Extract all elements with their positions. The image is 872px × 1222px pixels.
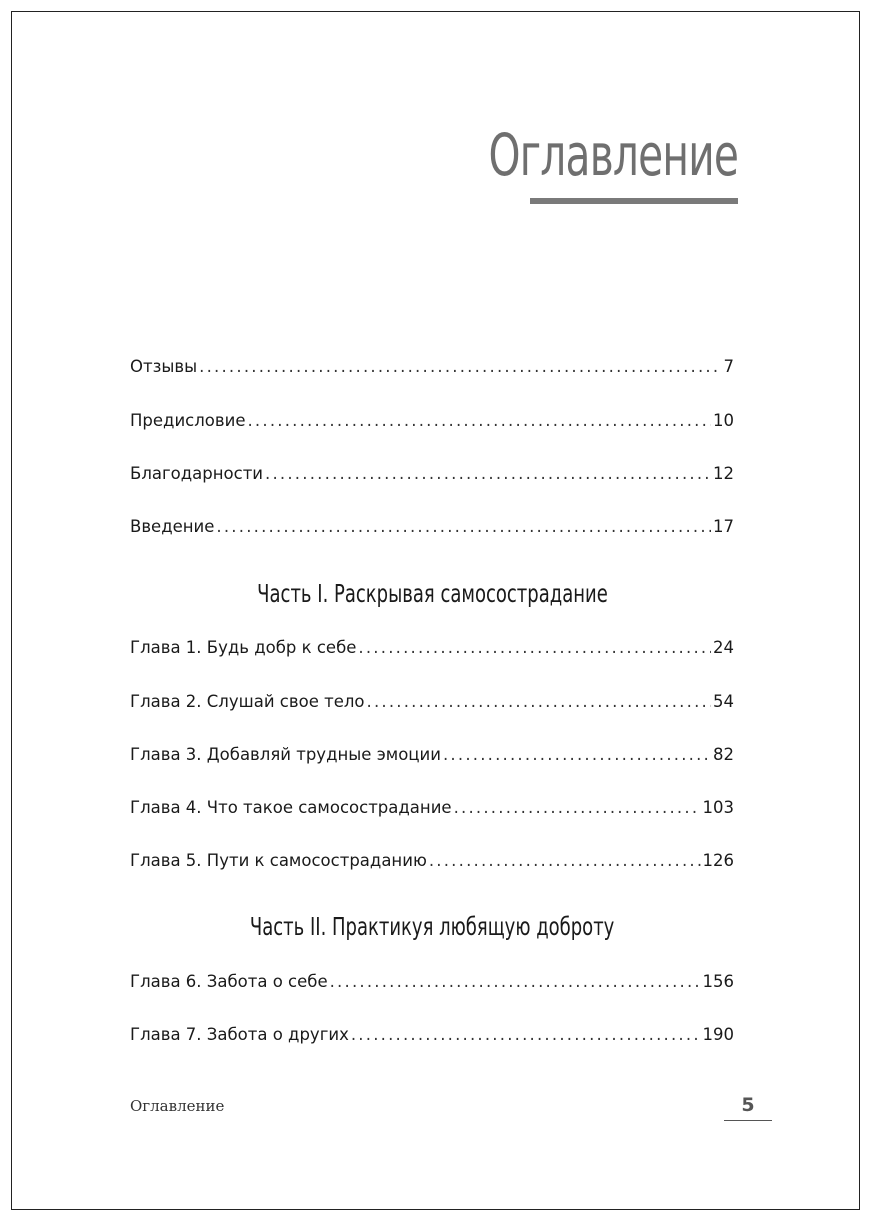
dot-leader xyxy=(454,798,701,817)
toc-entry-label: Глава 2. Слушай свое тело xyxy=(130,692,365,711)
toc-entry-chapter-7[interactable] xyxy=(130,1025,734,1049)
dot-leader xyxy=(429,851,701,870)
dot-leader xyxy=(330,972,701,991)
toc-entry-label: Глава 6. Забота о себе xyxy=(130,972,328,991)
part-title-text: Часть I. Раскрывая самосострадание xyxy=(256,579,608,608)
dot-leader xyxy=(199,357,721,376)
toc-entry-page: 10 xyxy=(713,411,734,430)
toc-entry-label: Глава 4. Что такое самосострадание xyxy=(130,798,452,817)
part-title-text: Часть II. Практикуя любящую доброту xyxy=(249,912,615,941)
dot-leader xyxy=(358,638,711,657)
toc-entry-chapter-1[interactable] xyxy=(130,638,734,662)
toc-entry-page: 54 xyxy=(713,692,734,711)
toc-entry-foreword[interactable] xyxy=(130,411,734,435)
toc-entry-label: Глава 5. Пути к самосостраданию xyxy=(130,851,427,870)
toc-entry-chapter-2[interactable] xyxy=(130,692,734,716)
title-underline xyxy=(530,198,738,204)
toc-entry-chapter-4[interactable] xyxy=(130,798,734,822)
toc-entry-page: 156 xyxy=(702,972,734,991)
toc-entry-chapter-5[interactable] xyxy=(130,851,734,875)
toc-entry-page: 24 xyxy=(713,638,734,657)
toc-entry-chapter-6[interactable] xyxy=(130,972,734,996)
toc-entry-page: 190 xyxy=(702,1025,734,1044)
toc-entry-page: 126 xyxy=(702,851,734,870)
toc-entry-label: Введение xyxy=(130,517,215,536)
toc-entry-chapter-3[interactable] xyxy=(130,745,734,769)
dot-leader xyxy=(247,411,711,430)
toc-entry-page: 17 xyxy=(713,517,734,536)
toc-entry-page: 7 xyxy=(723,357,734,376)
part-title-2[interactable] xyxy=(130,911,734,943)
toc-entry-label: Глава 1. Будь добр к себе xyxy=(130,638,357,657)
toc-entry-page: 82 xyxy=(713,745,734,764)
dot-leader xyxy=(265,464,711,483)
dot-leader xyxy=(443,745,711,764)
toc-entry-acknowledgements[interactable] xyxy=(130,464,734,488)
toc-entry-label: Глава 3. Добавляй трудные эмоции xyxy=(130,745,441,764)
toc-entry-page: 12 xyxy=(713,464,734,483)
page-title: Оглавление xyxy=(488,121,738,189)
dot-leader xyxy=(351,1025,701,1044)
toc-entry-label: Глава 7. Забота о других xyxy=(130,1025,349,1044)
dot-leader xyxy=(367,692,712,711)
part-title-1[interactable] xyxy=(130,578,734,610)
toc-entry-label: Предисловие xyxy=(130,411,246,430)
toc-entry-introduction[interactable] xyxy=(130,517,734,541)
running-footer-label: Оглавление xyxy=(130,1097,225,1115)
page-number: 5 xyxy=(741,1094,755,1116)
toc-entry-label: Отзывы xyxy=(130,357,198,376)
dot-leader xyxy=(216,517,711,536)
page-number-underline xyxy=(724,1120,772,1121)
toc-entry-label: Благодарности xyxy=(130,464,264,483)
toc-entry-reviews[interactable] xyxy=(130,357,734,381)
toc-entry-page: 103 xyxy=(702,798,734,817)
